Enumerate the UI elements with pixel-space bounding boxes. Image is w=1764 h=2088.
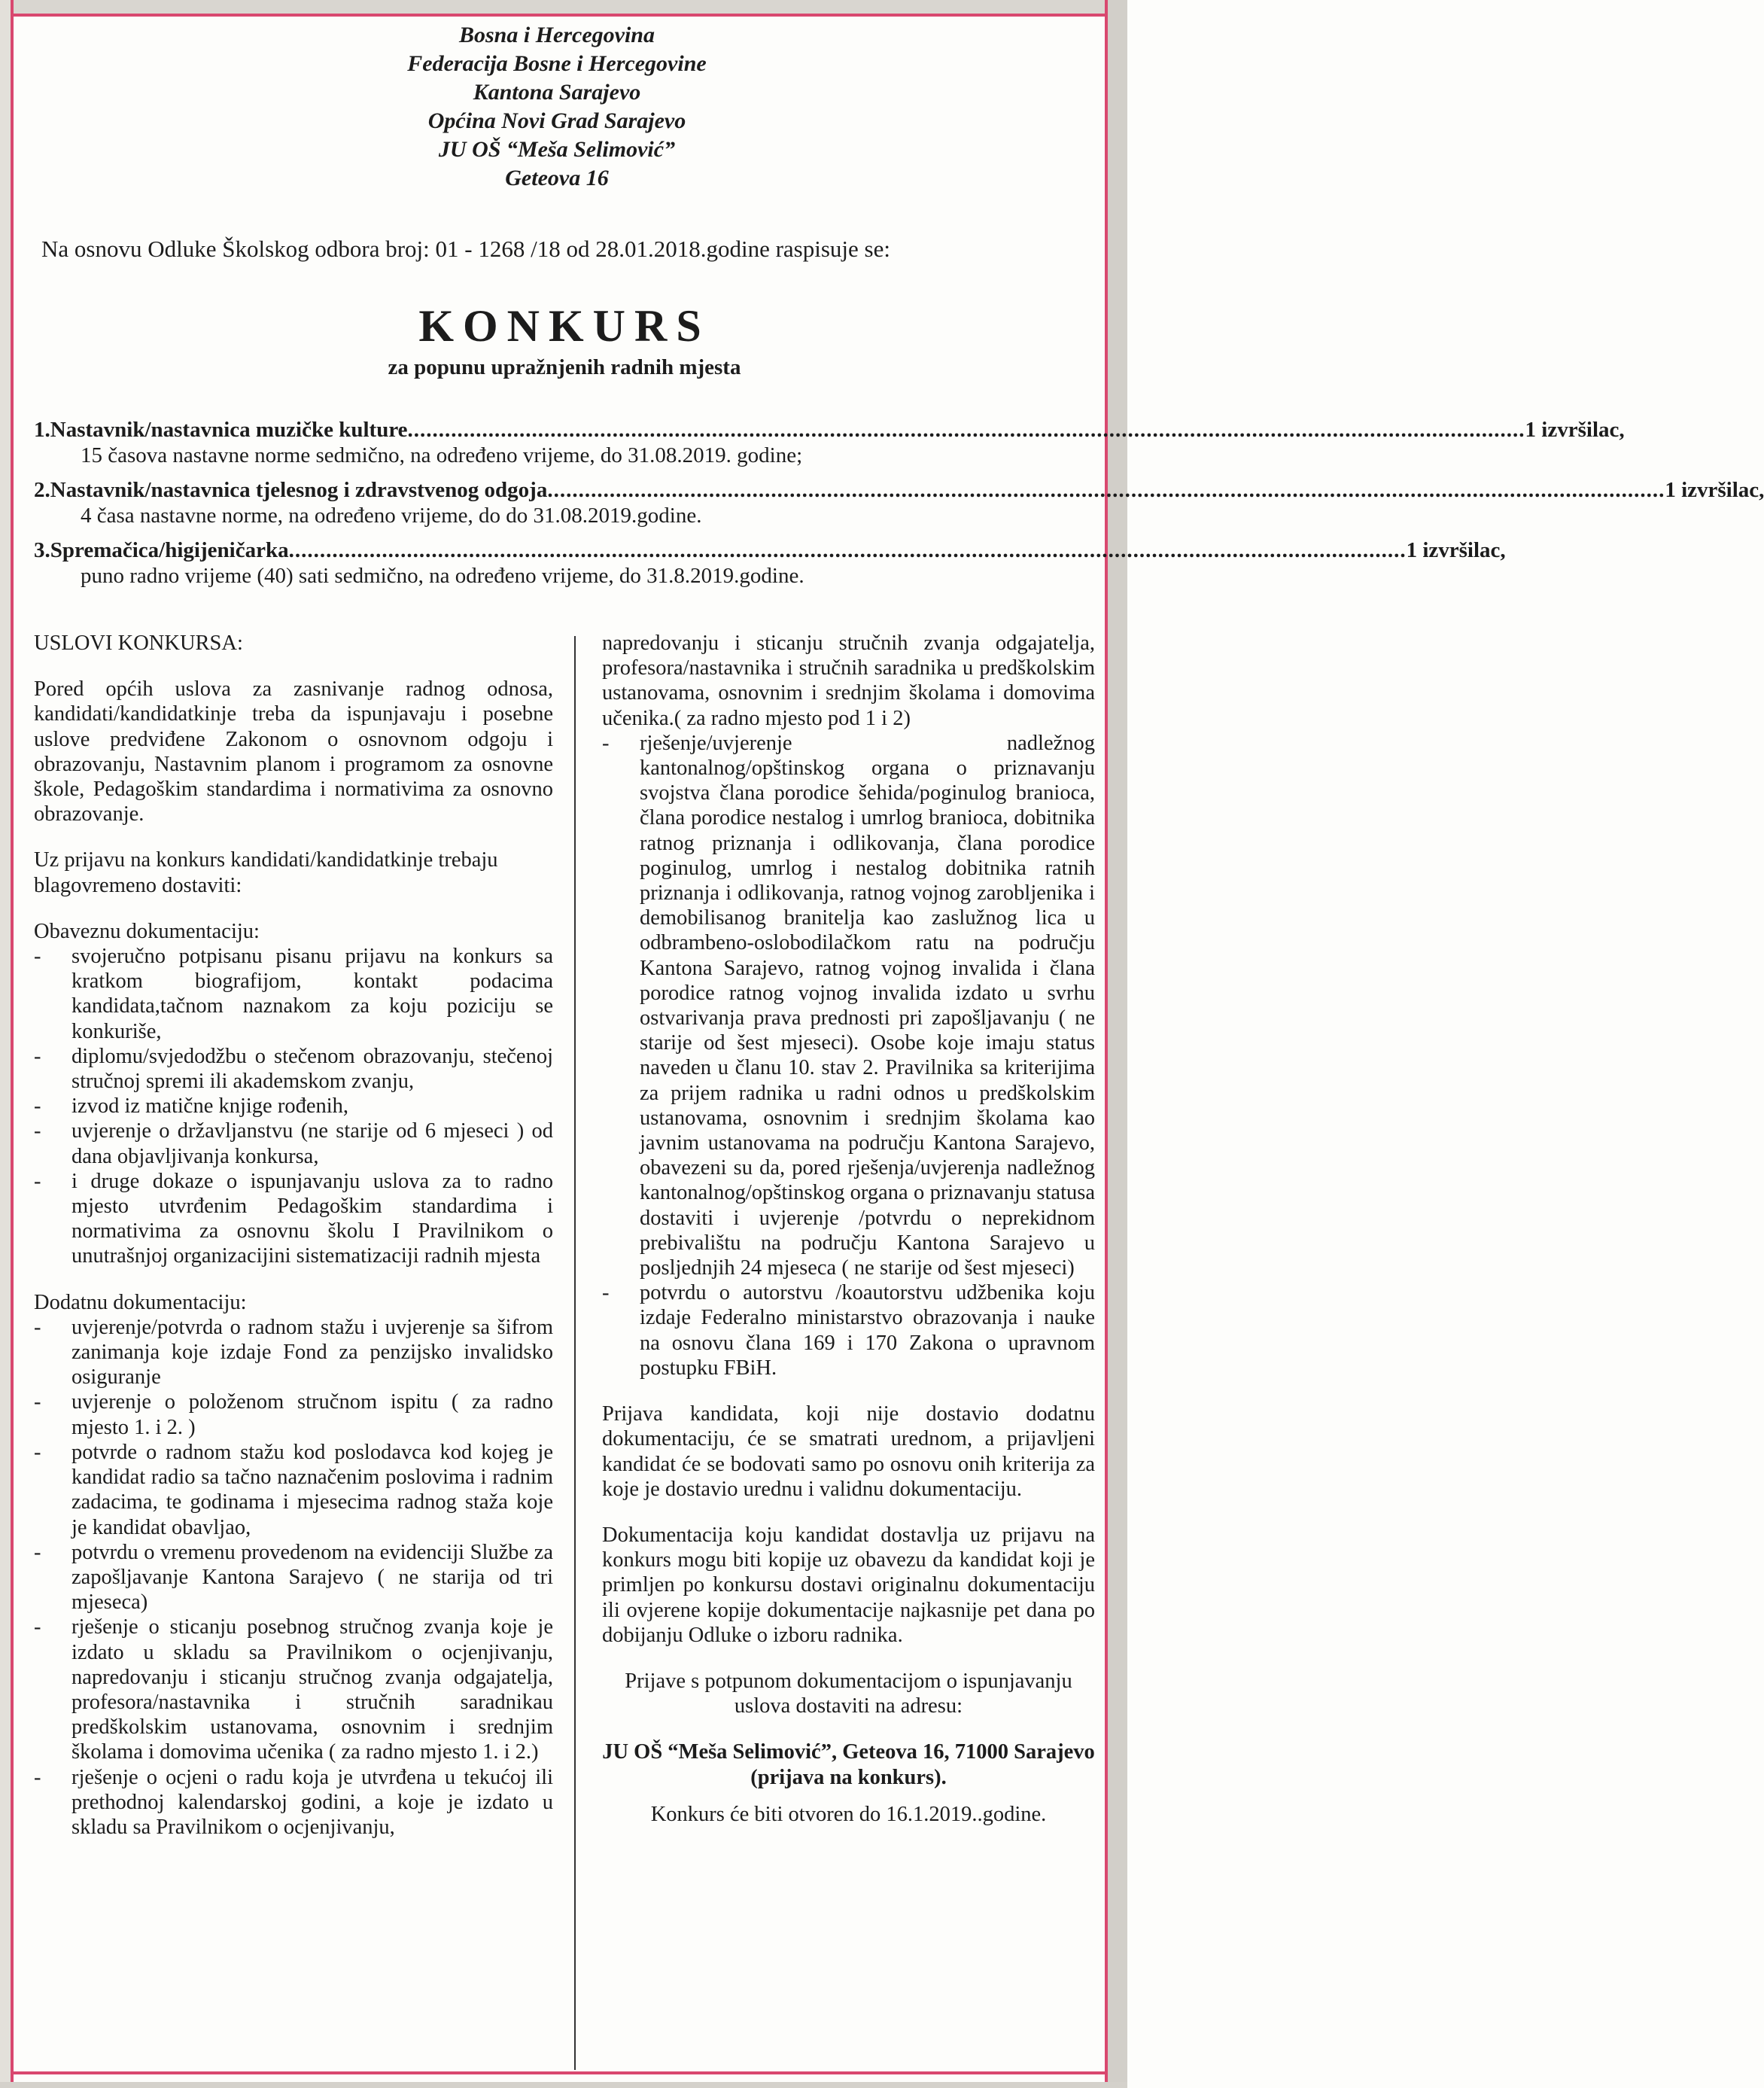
mandatory-docs-list bbox=[34, 944, 553, 1269]
letterhead-federation: Federacija Bosne i Hercegovine bbox=[407, 51, 707, 76]
position-count: 1 izvršilac, bbox=[1665, 478, 1764, 502]
continued-list-text: napredovanju i sticanju stručnih zvanja odgajatelja, profesora/nastavnika i stručnih saradnika u predškolskim ustanovama, osnovnim i srednjim školama i domovima učenika.( za radno mjesto pod 1 i 2) bbox=[602, 632, 1095, 730]
letterhead-canton: Kantona Sarajevo bbox=[473, 80, 641, 105]
submission-address: JU OŠ “Meša Selimović”, Geteova 16, 71000 Sarajevo (prijava na konkurs). bbox=[602, 1740, 1095, 1789]
column-divider bbox=[574, 636, 576, 2070]
letterhead bbox=[181, 21, 933, 193]
position-name: Nastavnik/nastavnica tjelesnog i zdravstvenog odgoja bbox=[50, 478, 548, 502]
letterhead-school: JU OŠ “Meša Selimović” bbox=[438, 137, 676, 162]
additional-docs-list-continued bbox=[602, 731, 1095, 1380]
position-count: 1 izvršilac, bbox=[1525, 418, 1625, 442]
leader-dots: .................................................................................................................................................................................... bbox=[547, 478, 1665, 502]
left-column bbox=[34, 631, 553, 1861]
list-item: - svojeručno potpisanu pisanu prijavu na konkurs sa kratkom biografijom, kontakt podacima kandidata,tačnom naznakom za koju poziciju se konkuriše, bbox=[34, 944, 553, 1044]
top-paper-edge bbox=[0, 0, 1127, 14]
list-item: - rješenje o ocjeni o radu koja je utvrđena u tekućoj ili prethodnoj kalendarskoj godini, a koje je izdato u skladu sa Pravilnikom o ocjenjivanju, bbox=[34, 1765, 553, 1840]
position-number: 3. bbox=[34, 538, 50, 562]
position-item bbox=[34, 537, 1506, 589]
list-item: - potvrdu o autorstvu /koautorstvu udžbenika koju izdaje Federalno ministarstvo obrazovanja i nauke na osnovu člana 169 i 170 Zakona o upravnom postupku FBiH. bbox=[602, 1280, 1095, 1380]
page-title: KONKURS bbox=[418, 301, 710, 351]
right-paper-edge bbox=[1108, 0, 1127, 2088]
copies-paragraph: Dokumentacija koju kandidat dostavlja uz prijavu na konkurs mogu biti kopije uz obavezu da kandidat koji je primljen po konkursu dostavi originalnu dokumentaciju ili ovjerene kopije dokumentacije najkasnije pet dana po dobijanju Odluke o izboru radnika. bbox=[602, 1523, 1095, 1647]
top-border-line bbox=[11, 14, 1108, 17]
mandatory-docs-heading: Obaveznu dokumentaciju: bbox=[34, 919, 260, 943]
list-item: - rješenje o sticanju posebnog stručnog zvanja koje je izdato u skladu sa Pravilnikom o ocjenjivanju, napredovanju i sticanju stručnog zvanja odgajatelja, profesora/nastavnika i stručnih saradnikau predškolskim ustanovama, osnovnim i srednjim školama i domovima učenika ( za radno mjesto 1. i 2.) bbox=[34, 1615, 553, 1764]
left-border-line bbox=[11, 0, 14, 2088]
list-item: - rješenje/uvjerenje nadležnog kantonalnog/opštinskog organa o priznavanju svojstva člana porodice šehida/poginulog branioca, člana porodice nestalog i umrlog branioca, dobitnika ratnog priznanja i odlikovanja, člana porodice poginulog, umrlog i nestalog dobitnika ratnih priznanja i odlikovanja, ratnog vojnog zarobljenika i demobilisanog branitelja kao zaslužnog lica u odbrambeno-oslobodilačkom ratu na području Kantona Sarajevo, ratnog vojnog invalida i člana porodice ratnog vojnog invalida izdato u svrhu ostvarivanja prava prednosti pri zapošljavanju ( ne starije od šest mjeseci). Osobe koje imaju status naveden u članu 10. stav 2. Pravilnika sa kriterijima za prijem radnika u radni odnos u predškolskim ustanovama, osnovnim i srednjim školama kao javnim ustanovama na području Kantona Sarajevo, obavezeni su da, pored rješenja/uvjerenja nadležnog kantonalnog/opštinskog organa o priznavanju statusa dostaviti i uvjerenje /potvrdu o neprekidnom prebivalištu na području Kantona Sarajevo u posljednjih 24 mjeseca ( ne starije od šest mjeseci) bbox=[602, 731, 1095, 1280]
list-item: - potvrdu o vremenu provedenom na evidenciji Službe za zapošljavanje Kantona Sarajevo ( ne starija od tri mjeseca) bbox=[34, 1540, 553, 1615]
conditions-heading: USLOVI KONKURSA: bbox=[34, 632, 243, 655]
list-item: - uvjerenje/potvrda o radnom stažu i uvjerenje sa šifrom zanimanja koje izdaje Fond za penzijsko invalidsko osiguranje bbox=[34, 1315, 553, 1390]
position-item bbox=[34, 477, 1764, 528]
position-item bbox=[34, 417, 1625, 468]
additional-docs-heading: Dodatnu dokumentaciju: bbox=[34, 1290, 247, 1314]
position-name: Spremačica/higijeničarka bbox=[50, 538, 289, 562]
page-subtitle: za popunu upražnjenih radnih mjesta bbox=[388, 355, 741, 379]
bottom-border-line bbox=[11, 2071, 1108, 2074]
leader-dots: .................................................................................................................................................................................... bbox=[407, 418, 1525, 442]
intro-text: Na osnovu Odluke Školskog odbora broj: 01 - 1268 /18 od 28.01.2018.godine raspisuje se: bbox=[41, 236, 890, 262]
evaluation-paragraph: Prijava kandidata, koji nije dostavio dodatnu dokumentaciju, će se smatrati urednom, a prijavljeni kandidat će se bodovati samo po osnovu onih kriterija za koje je dostavio urednu i validnu dokumentaciju. bbox=[602, 1402, 1095, 1501]
submission-paragraph: Uz prijavu na konkurs kandidati/kandidatkinje trebaju blagovremeno dostaviti: bbox=[34, 848, 498, 897]
letterhead-country: Bosna i Hercegovina bbox=[459, 23, 655, 47]
letterhead-street: Geteova 16 bbox=[505, 166, 609, 190]
address-intro: Prijave s potpunom dokumentacijom o ispunjavanju uslova dostaviti na adresu: bbox=[625, 1669, 1072, 1718]
position-number: 2. bbox=[34, 478, 50, 502]
left-paper-edge bbox=[0, 0, 11, 2088]
closing-date: Konkurs će biti otvoren do 16.1.2019..godine. bbox=[650, 1802, 1047, 1826]
leader-dots: .................................................................................................................................................................................... bbox=[288, 538, 1407, 562]
list-item: - i druge dokaze o ispunjavanju uslova za to radno mjesto utvrđenim Pedagoškim standardima i normativima za osnovnu školu I Pravilnikom o unutrašnjoj organizacijini sistematizaciji radnih mjesta bbox=[34, 1169, 553, 1269]
list-item: - diplomu/svjedodžbu o stečenom obrazovanju, stečenoj stručnoj spremi ili akademskom zvanju, bbox=[34, 1044, 553, 1094]
letterhead-municipality: Općina Novi Grad Sarajevo bbox=[427, 108, 686, 133]
position-number: 1. bbox=[34, 418, 50, 442]
bottom-paper-edge bbox=[0, 2082, 1127, 2088]
position-name: Nastavnik/nastavnica muzičke kulture bbox=[50, 418, 408, 442]
list-item: - potvrde o radnom stažu kod poslodavca kod kojeg je kandidat radio sa tačno naznačenim poslovima i radnim zadacima, te godinama i mjesecima radnog staža koje je kandidat obavljao, bbox=[34, 1440, 553, 1540]
position-count: 1 izvršilac, bbox=[1406, 538, 1506, 562]
list-item: - izvod iz matične knjige rođenih, bbox=[34, 1094, 553, 1119]
position-description: 4 časa nastavne norme, na određeno vrijeme, do do 31.08.2019.godine. bbox=[81, 504, 702, 528]
list-item: - uvjerenje o državljanstvu (ne starije od 6 mjeseci ) od dana objavljivanja konkursa, bbox=[34, 1119, 553, 1168]
position-description: 15 časova nastavne norme sedmično, na određeno vrijeme, do 31.08.2019. godine; bbox=[81, 443, 803, 467]
list-item: - uvjerenje o položenom stručnom ispitu ( za radno mjesto 1. i 2. ) bbox=[34, 1389, 553, 1439]
right-column bbox=[602, 631, 1095, 1827]
additional-docs-list bbox=[34, 1315, 553, 1840]
conditions-paragraph: Pored općih uslova za zasnivanje radnog odnosa, kandidati/kandidatkinje treba da ispunjavaju i posebne uslove predviđene Zakonom o osnovnom odgoju i obrazovanju, Nastavnim planom i programom za osnovne škole, Pedagoškim standardima i normativima za osnovno obrazovanje. bbox=[34, 677, 553, 826]
right-border-line bbox=[1105, 0, 1108, 2088]
position-description: puno radno vrijeme (40) sati sedmično, na određeno vrijeme, do 31.8.2019.godine. bbox=[81, 564, 804, 588]
